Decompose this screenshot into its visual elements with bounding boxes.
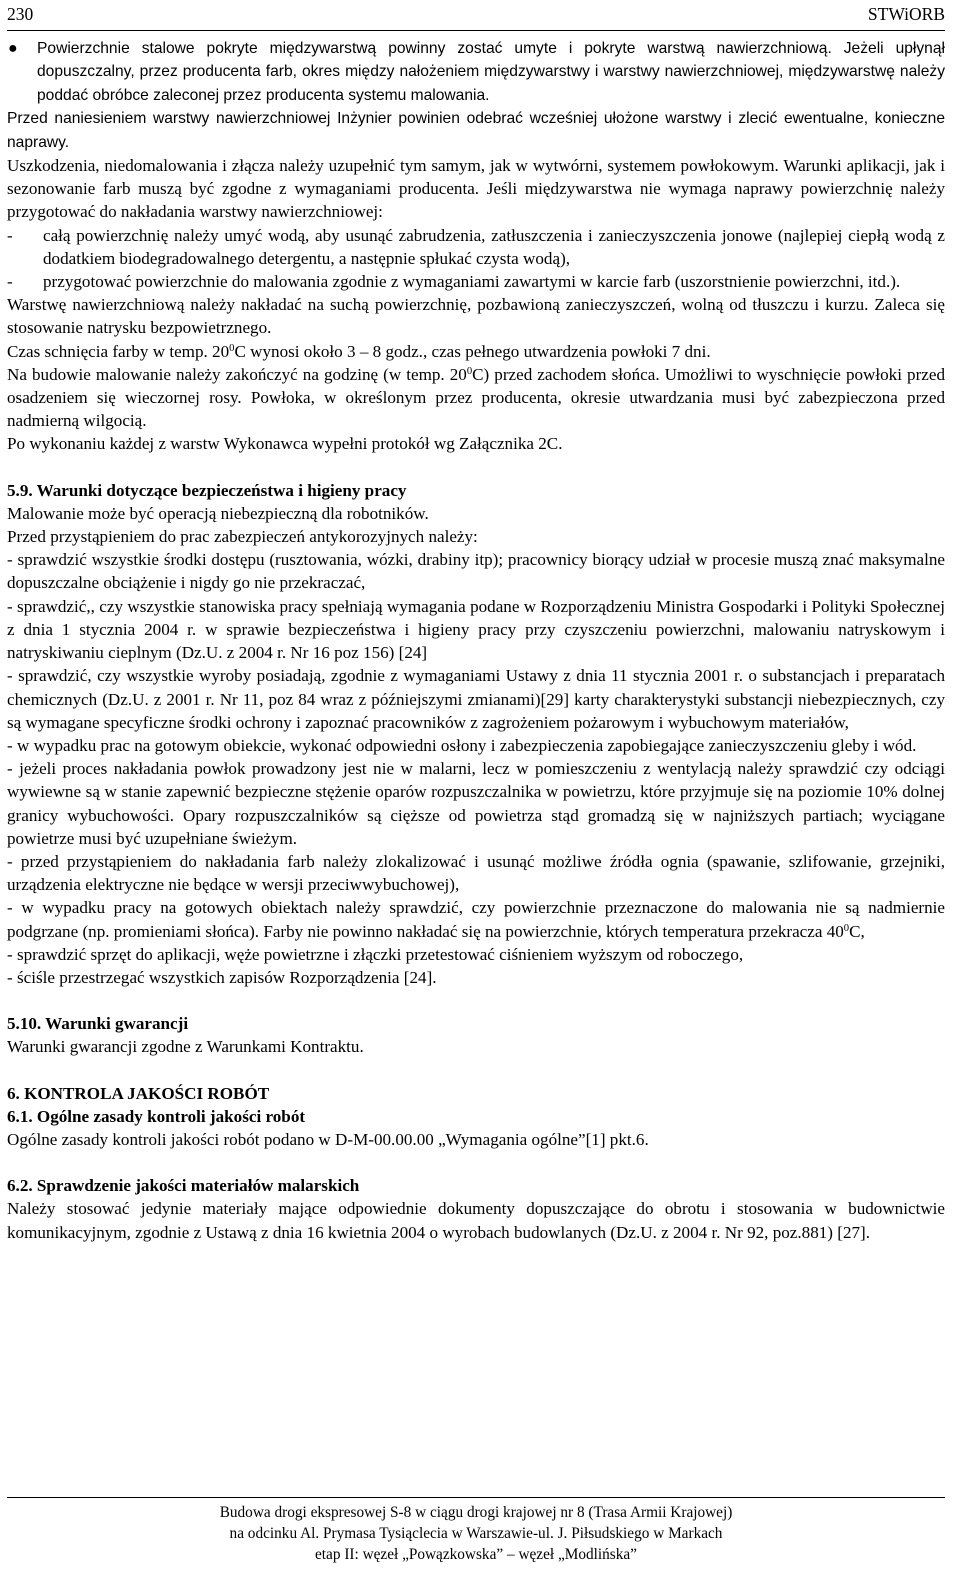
footer-line: na odcinku Al. Prymasa Tysiąclecia w Warszawie-ul. J. Piłsudskiego w Markach [229, 1525, 723, 1542]
superscript: 0 [229, 342, 235, 354]
safety-item: - przed przystąpieniem do nakładania farb należy zlokalizować i usunąć możliwe źródła ognia (spawanie, szlifowanie, grzejniki, urządzenia elektryczne nie będące w wersji przeciwwybuchowej), [7, 851, 945, 895]
application-conditions [7, 154, 945, 1244]
footer-line: etap II: węzeł „Powązkowska” – węzeł „Modlińska” [315, 1546, 637, 1563]
page-number: 230 [7, 4, 34, 24]
document-page [7, 0, 945, 1244]
page-footer [7, 1497, 945, 1565]
header-rule [7, 30, 945, 31]
list-dash: - [7, 272, 13, 292]
publisher-name: STWiORB [867, 4, 945, 24]
bullet-paragraph [7, 37, 945, 107]
safety-item [7, 896, 945, 942]
text-run: - w wypadku pracy na gotowych obiektach należy sprawdzić, czy powierzchnie przeznaczone do malowania nie są nadmiernie podgrzane (np. promieniami słońca). Farby nie powinno nakładać się na powierzchnie, których temperatura przekracza 40 [7, 898, 945, 941]
list-item-text: całą powierzchnię należy umyć wodą, aby usunąć zabrudzenia, zatłuszczenia i zanieczyszczenia jonowe (najlepiej ciepłą wodą z dodatkiem biodegradowalnego detergentu, a następnie spłukać czysta wodą), [43, 225, 945, 268]
safety-item: - jeżeli proces nakładania powłok prowadzony jest nie w malarni, lecz w pomieszczeniu z wentylacją należy sprawdzić czy odciągi wywiewne są w stanie zapewnić bezpieczne stężenie oparów rozpuszczalnika w powietrzu, które przyjmuje się na poziomie 10% dolnej granicy wybuchowości. Opary rozpuszczalników są cięższe od powietrza stąd gromadzą się w najniższych partiach; wyciągane powietrze musi być uzupełniane świeżym. [7, 759, 945, 848]
footer-rule [7, 1497, 945, 1498]
safety-item: - w wypadku prac na gotowym obiekcie, wykonać odpowiedni osłony i zabezpieczenia zapobiegające zanieczyszczeniu gleby i wód. [7, 735, 917, 755]
safety-item: - ściśle przestrzegać wszystkich zapisów Rozporządzenia [24]. [7, 967, 437, 987]
heading-6-2: 6.2. Sprawdzenie jakości materiałów malarskich [7, 1176, 360, 1196]
text-run: Na budowie malowanie należy zakończyć na godzinę (w temp. 20 [7, 364, 467, 384]
paragraph-warranty: Warunki gwarancji zgodne z Warunkami Kontraktu. [7, 1037, 364, 1057]
text-run: C) przed zachodem słońca. Umożliwi to wyschnięcie powłoki przed osadzeniem się wieczornej rosy. Powłoka, w określonym przez producenta, okresie utwardzania musi być zabezpieczona przed nadmierną wilgocią. [7, 364, 945, 431]
superscript: 0 [843, 922, 850, 934]
page-header [7, 0, 945, 30]
safety-item: - sprawdzić, czy wszystkie wyroby posiadają, zgodnie z wymaganiami Ustawy z dnia 11 stycznia 2001 r. o substancjach i preparatach chemicznych (Dz.U. z 2001 r. Nr 11, poz 84 wraz z późniejszymi zmianami)[29] karty charakterystyki substancji niebezpiecznych, czy są wymagane specyficzne środki ochrony i zapoznać pracowników z zagrożeniem pożarowym i wybuchowym materiałów, [7, 666, 945, 732]
text-run: Czas schnięcia farby w temp. 20 [7, 341, 230, 361]
list-item [7, 270, 945, 293]
list-item-text: przygotować powierzchnie do malowania zgodnie z wymaganiami zawartymi w karcie farb (uszorstnienie powierzchni, itd.). [43, 272, 901, 292]
paragraph-protocol: Po wykonaniu każdej z warstw Wykonawca wypełni protokół wg Załącznika 2C. [7, 434, 563, 454]
safety-item: - sprawdzić wszystkie środki dostępu (rusztowania, wózki, drabiny itp); pracownicy biorący udział w procesie muszą znać maksymalne dopuszczalne obciążenie i nigdy go nie przekraczać, [7, 550, 945, 593]
text-run: C, [849, 921, 865, 941]
paragraph-drying-time [7, 340, 945, 363]
list-item [7, 224, 945, 270]
paragraph-dangerous: Malowanie może być operacją niebezpieczną dla robotników. [7, 503, 429, 523]
superscript: 0 [466, 366, 473, 378]
paragraph-topcoat-intro: Powierzchnie stalowe pokryte międzywarstwą powinny zostać umyte i pokryte warstwą nawierzchniową. Jeżeli upłynął dopuszczalny, przez producenta farb, okres między nałożeniem międzywarstwy i warstwy nawierzchniowej, międzywarstwę należy poddać obróbce zaleconej przez producenta systemu malowania. [37, 40, 945, 104]
safety-item: - sprawdzić sprzęt do aplikacji, węże powietrzne i złączki przetestować ciśnieniem wyższym od roboczego, [7, 944, 744, 964]
paragraph-engineer-approval: Przed naniesieniem warstwy nawierzchniowej Inżynier powinien odebrać wcześniej ułożone warstwy i zlecić ewentualne, konieczne naprawy. [7, 110, 945, 151]
paragraph-dry-surface: Warstwę nawierzchniową należy nakładać na suchą powierzchnię, pozbawioną zanieczyszczeń, wolną od tłuszczu i kurzu. Zaleca się stosowanie natrysku bezpowietrznego. [7, 295, 945, 338]
heading-5-9: 5.9. Warunki dotyczące bezpieczeństwa i higieny pracy [7, 480, 407, 500]
footer-line: Budowa drogi ekspresowej S-8 w ciągu drogi krajowej nr 8 (Trasa Armii Krajowej) [219, 1504, 733, 1521]
paragraph-site-painting [7, 363, 945, 433]
heading-6: 6. KONTROLA JAKOŚCI ROBÓT [7, 1083, 270, 1103]
paragraph-repairs: Uszkodzenia, niedomalowania i złącza należy uzupełnić tym samym, jak w wytwórni, systemem powłokowym. Warunki aplikacji, jak i sezonowanie farb muszą być zgodne z wymaganiami producenta. Jeśli międzywarstwa nie wymaga naprawy powierzchnię należy przygotować do nakładania warstwy nawierzchniowej: [7, 156, 945, 222]
heading-5-10: 5.10. Warunki gwarancji [7, 1014, 189, 1034]
text-run: C wynosi około 3 – 8 godz., czas pełnego utwardzenia powłoki 7 dni. [234, 341, 711, 361]
safety-item: - sprawdzić,, czy wszystkie stanowiska pracy spełniają wymagania podane w Rozporządzeniu Ministra Gospodarki i Polityki Społecznej z dnia 1 stycznia 2004 r. w sprawie bezpieczeństwa i higieny pracy przy czyszczeniu powierzchni, malowaniu natryskowym i natryskiwaniu cieplnym (Dz.U. z 2004 r. Nr 16 poz 156) [24] [7, 596, 945, 663]
list-dash: - [7, 225, 13, 245]
paragraph-general-rules: Ogólne zasady kontroli jakości robót podano w D-M-00.00.00 „Wymagania ogólne”[1] pkt.6. [7, 1129, 649, 1149]
paragraph-before-work: Przed przystąpieniem do prac zabezpieczeń antykorozyjnych należy: [7, 527, 478, 547]
bullet-icon: ● [8, 40, 18, 57]
heading-6-1: 6.1. Ogólne zasady kontroli jakości robót [7, 1106, 306, 1126]
paragraph-materials: Należy stosować jedynie materiały mające odpowiednie dokumenty dopuszczające do obrotu i stosowania w budownictwie komunikacyjnym, zgodnie z Ustawą z dnia 16 kwietnia 2004 o wyrobach budowlanych (Dz.U. z 2004 r. Nr 92, poz.881) [27]. [7, 1199, 945, 1242]
